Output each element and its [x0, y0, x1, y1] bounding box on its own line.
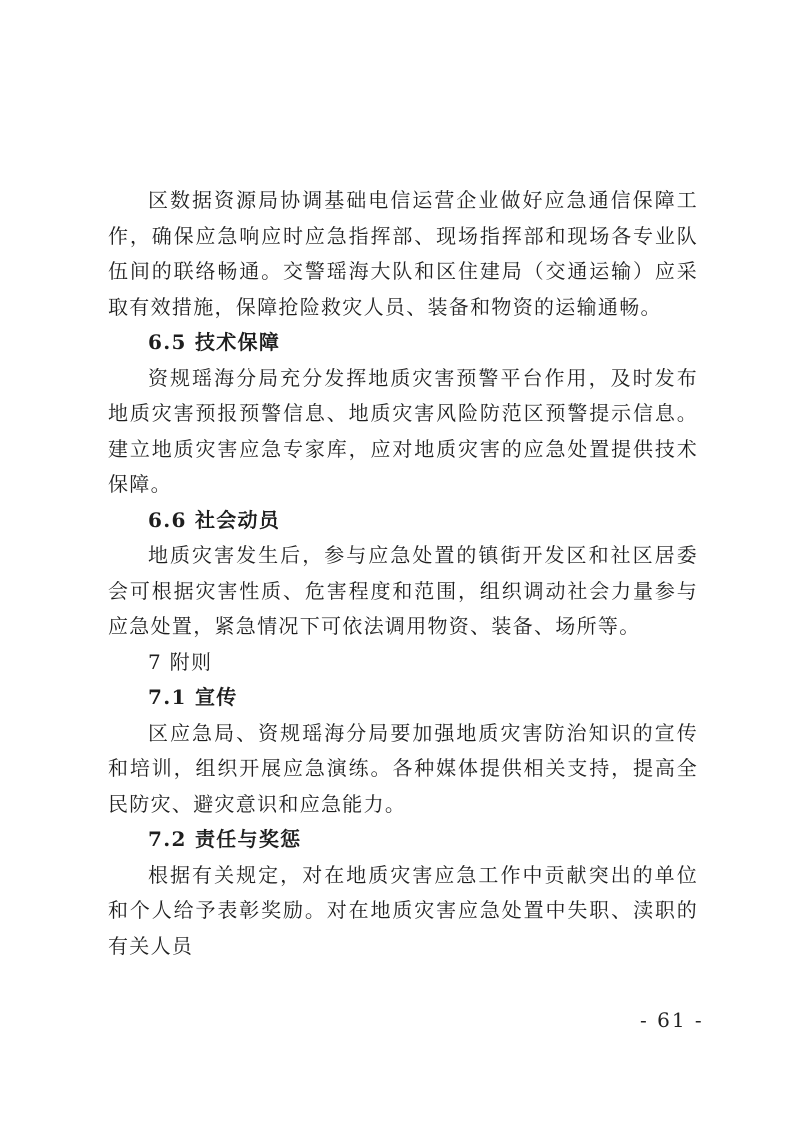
paragraph-technical-support: 资规瑶海分局充分发挥地质灾害预警平台作用，及时发布地质灾害预报预警信息、地质灾害风险防范区预警提示信息。建立地质灾害应急专家库，应对地质灾害的应急处置提供技术保障。	[108, 365, 698, 496]
section-heading-6-5: 6.5 技术保障	[148, 330, 281, 354]
section-heading-6-6: 6.6 社会动员	[148, 507, 281, 532]
section-heading-7: 7 附则	[148, 649, 213, 674]
document-body	[108, 183, 698, 964]
section-heading-7-2: 7.2 责任与奖惩	[148, 827, 302, 851]
paragraph-communication-support: 区数据资源局协调基础电信运营企业做好应急通信保障工作，确保应急响应时应急指挥部、现场指挥部和现场各专业队伍间的联络畅通。交警瑶海大队和区住建局（交通运输）应采取有效措施，保障抢险救灾人员、装备和物资的运输通畅。	[108, 188, 698, 319]
paragraph-rewards-penalties: 根据有关规定，对在地质灾害应急工作中贡献突出的单位和个人给予表彰奖励。对在地质灾害应急处置中失职、渎职的有关人员	[108, 862, 698, 958]
paragraph-publicity: 区应急局、资规瑶海分局要加强地质灾害防治知识的宣传和培训，组织开展应急演练。各种媒体提供相关支持，提高全民防灾、避灾意识和应急能力。	[108, 720, 698, 816]
paragraph-social-mobilization: 地质灾害发生后，参与应急处置的镇街开发区和社区居委会可根据灾害性质、危害程度和范围，组织调动社会力量参与应急处置，紧急情况下可依法调用物资、装备、场所等。	[108, 543, 698, 638]
page-number: - 61 -	[640, 1008, 704, 1032]
section-heading-7-1: 7.1 宣传	[148, 685, 238, 709]
